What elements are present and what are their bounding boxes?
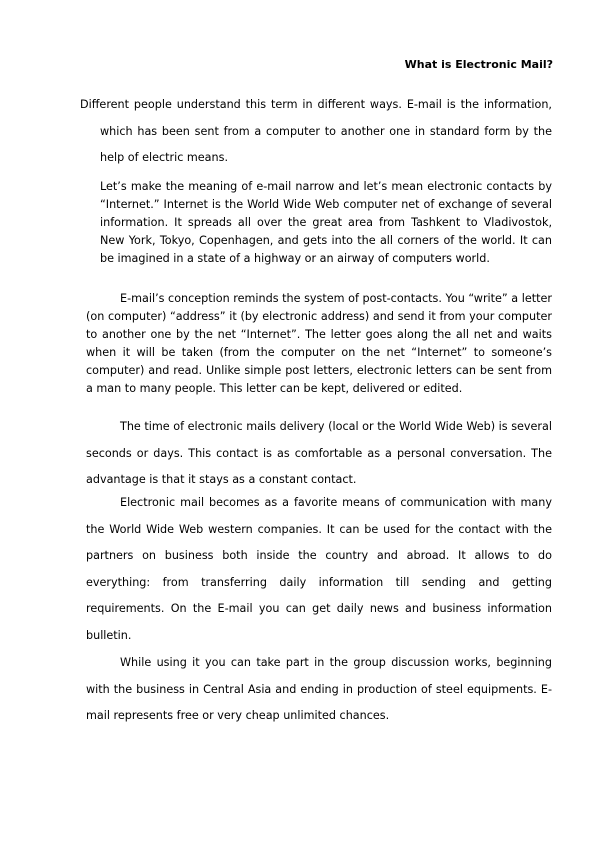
paragraph-internet: Let’s make the meaning of e-mail narrow and let’s mean electronic contacts by “Internet.” Internet is the World Wide Web computer net of exchange of several information. It spreads all over the great area from Tashkent to Vladivostok, New York, Tokyo, Copenhagen, and gets into the all corners of the world. It can be imagined in a state of a highway or an airway of computers world. (100, 180, 552, 265)
paragraph-business-use: Electronic mail becomes as a favorite means of communication with many the World Wide Web western companies. It can be used for the contact with the partners on business both inside the country and abroad. It allows to do everything: from transferring daily information till sending and getting requirements. On the E-mail you can get daily news and business information bulletin. (86, 496, 552, 642)
document-title: What is Electronic Mail? (404, 58, 553, 71)
paragraph-delivery-time: The time of electronic mails delivery (local or the World Wide Web) is several seconds or days. This contact is as comfortable as a personal conversation. The advantage is that it stays as a constant contact. (86, 420, 552, 486)
paragraph-conception: E-mail’s conception reminds the system of post-contacts. You “write” a letter (on computer) “address” it (by electronic address) and send it from your computer to another one by the net “Internet”. The letter goes along the all net and waits when it will be taken (from the computer on the net “Internet” to someone’s computer) and read. Unlike simple post letters, electronic letters can be sent from a man to many people. This letter can be kept, delivered or edited. (86, 292, 552, 395)
paragraph-definition: Different people understand this term in different ways. E-mail is the information, which has been sent from a computer to another one in standard form by the help of electric means. (80, 98, 552, 164)
paragraph-group-discussion: While using it you can take part in the group discussion works, beginning with the business in Central Asia and ending in production of steel equipments. E-mail represents free or very cheap unlimited chances. (86, 656, 552, 722)
